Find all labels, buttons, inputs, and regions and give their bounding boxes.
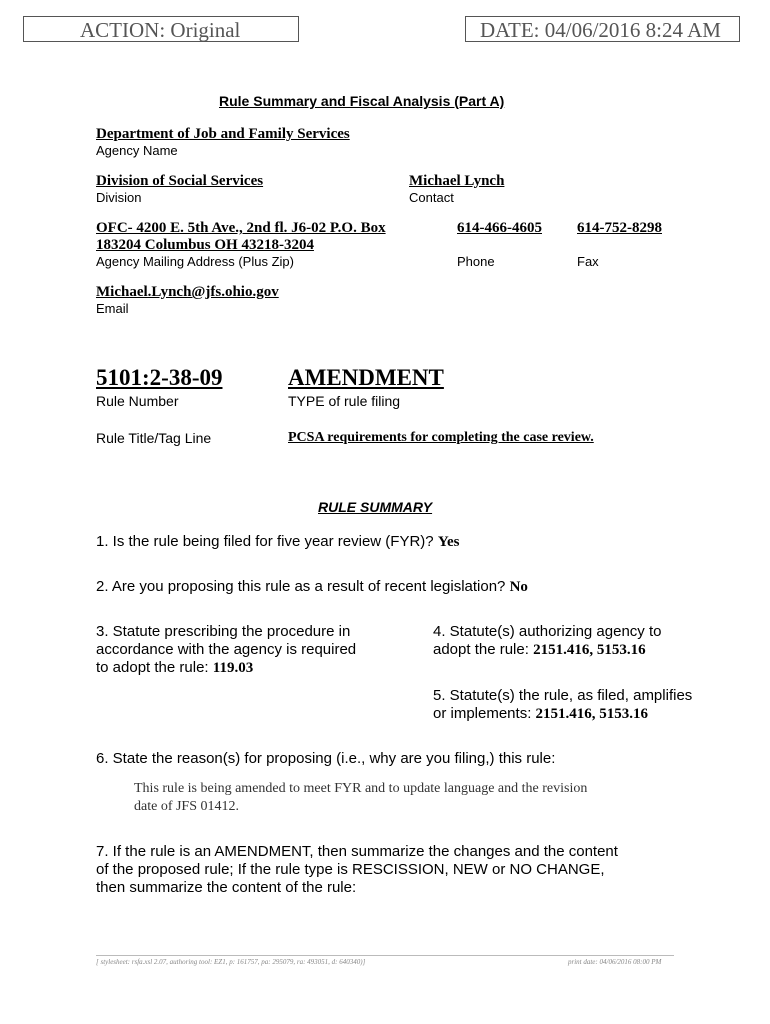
fax-label: Fax: [577, 254, 599, 269]
question-2: [96, 578, 528, 596]
question-4: [433, 623, 753, 659]
question-6: 6. State the reason(s) for proposing (i.e., why are you filing,) this rule:: [96, 750, 556, 767]
question-1: [96, 533, 459, 551]
question-5-line-1: 5. Statute(s) the rule, as filed, amplifies: [433, 687, 693, 704]
phone-value: 614-466-4605: [457, 220, 542, 236]
email-value: Michael.Lynch@jfs.ohio.gov: [96, 284, 279, 300]
answer-1: Yes: [437, 534, 460, 550]
action-box: [23, 16, 299, 42]
question-2-text: 2. Are you proposing this rule as a result of recent legislation?: [96, 578, 506, 595]
division-value: Division of Social Services: [96, 173, 264, 189]
contact-label: Contact: [409, 190, 454, 205]
answer-6: [134, 780, 587, 816]
date-box: [465, 16, 740, 42]
contact-value: Michael Lynch: [409, 173, 505, 189]
address-line-1: OFC- 4200 E. 5th Ave., 2nd fl. J6-02 P.O. Box: [96, 220, 386, 236]
question-4-line-1: 4. Statute(s) authorizing agency to: [433, 623, 662, 640]
agency-name-label: Agency Name: [96, 143, 178, 158]
question-3-line-1: 3. Statute prescribing the procedure in: [96, 623, 351, 640]
question-5: [433, 687, 753, 723]
address-label: Agency Mailing Address (Plus Zip): [96, 254, 294, 269]
answer-6-line-1: This rule is being amended to meet FYR and to update language and the revision: [134, 781, 588, 796]
footer-divider: [96, 955, 674, 956]
answer-3: 119.03: [212, 660, 254, 676]
rule-type: AMENDMENT: [288, 365, 444, 390]
footer-stylesheet-info: [ stylesheet: rsfa.xsl 2.07, authoring tool: EZ1, p: 161757, pa: 295079, ra: 493051, d: 640340)]: [96, 958, 366, 966]
agency-name-value: Department of Job and Family Services: [96, 126, 350, 142]
phone-label: Phone: [457, 254, 495, 269]
question-3-line-3: to adopt the rule:: [96, 659, 209, 676]
division-label: Division: [96, 190, 142, 205]
rule-type-label: TYPE of rule filing: [288, 393, 401, 409]
rule-title-label: Rule Title/Tag Line: [96, 430, 212, 446]
question-7-line-3: then summarize the content of the rule:: [96, 879, 357, 896]
rule-number: 5101:2-38-09: [96, 365, 223, 390]
question-5-line-2: or implements:: [433, 705, 532, 722]
address-line-2: 183204 Columbus OH 43218-3204: [96, 237, 314, 253]
rule-summary-heading: RULE SUMMARY: [318, 499, 433, 515]
question-7-line-2: of the proposed rule; If the rule type is RESCISSION, NEW or NO CHANGE,: [96, 861, 605, 878]
fax-value: 614-752-8298: [577, 220, 662, 236]
answer-5: 2151.416, 5153.16: [535, 706, 649, 722]
email-label: Email: [96, 301, 129, 316]
answer-2: No: [509, 579, 528, 595]
question-1-text: 1. Is the rule being filed for five year review (FYR)?: [96, 533, 434, 550]
rule-number-label: Rule Number: [96, 393, 179, 409]
question-4-line-2: adopt the rule:: [433, 641, 529, 658]
page-title: Rule Summary and Fiscal Analysis (Part A): [219, 93, 505, 109]
answer-6-line-2: date of JFS 01412.: [134, 799, 239, 814]
question-3: [96, 623, 416, 677]
question-7-line-1: 7. If the rule is an AMENDMENT, then summarize the changes and the content: [96, 843, 618, 860]
question-7: [96, 843, 618, 897]
date-label: DATE: 04/06/2016 8:24 AM: [480, 18, 721, 42]
rule-title-value: PCSA requirements for completing the case review.: [288, 430, 594, 445]
question-3-line-2: accordance with the agency is required: [96, 641, 357, 658]
answer-4: 2151.416, 5153.16: [533, 642, 646, 658]
action-label: ACTION: Original: [80, 18, 241, 42]
footer-print-date: print date: 04/06/2016 08:00 PM: [568, 958, 662, 966]
